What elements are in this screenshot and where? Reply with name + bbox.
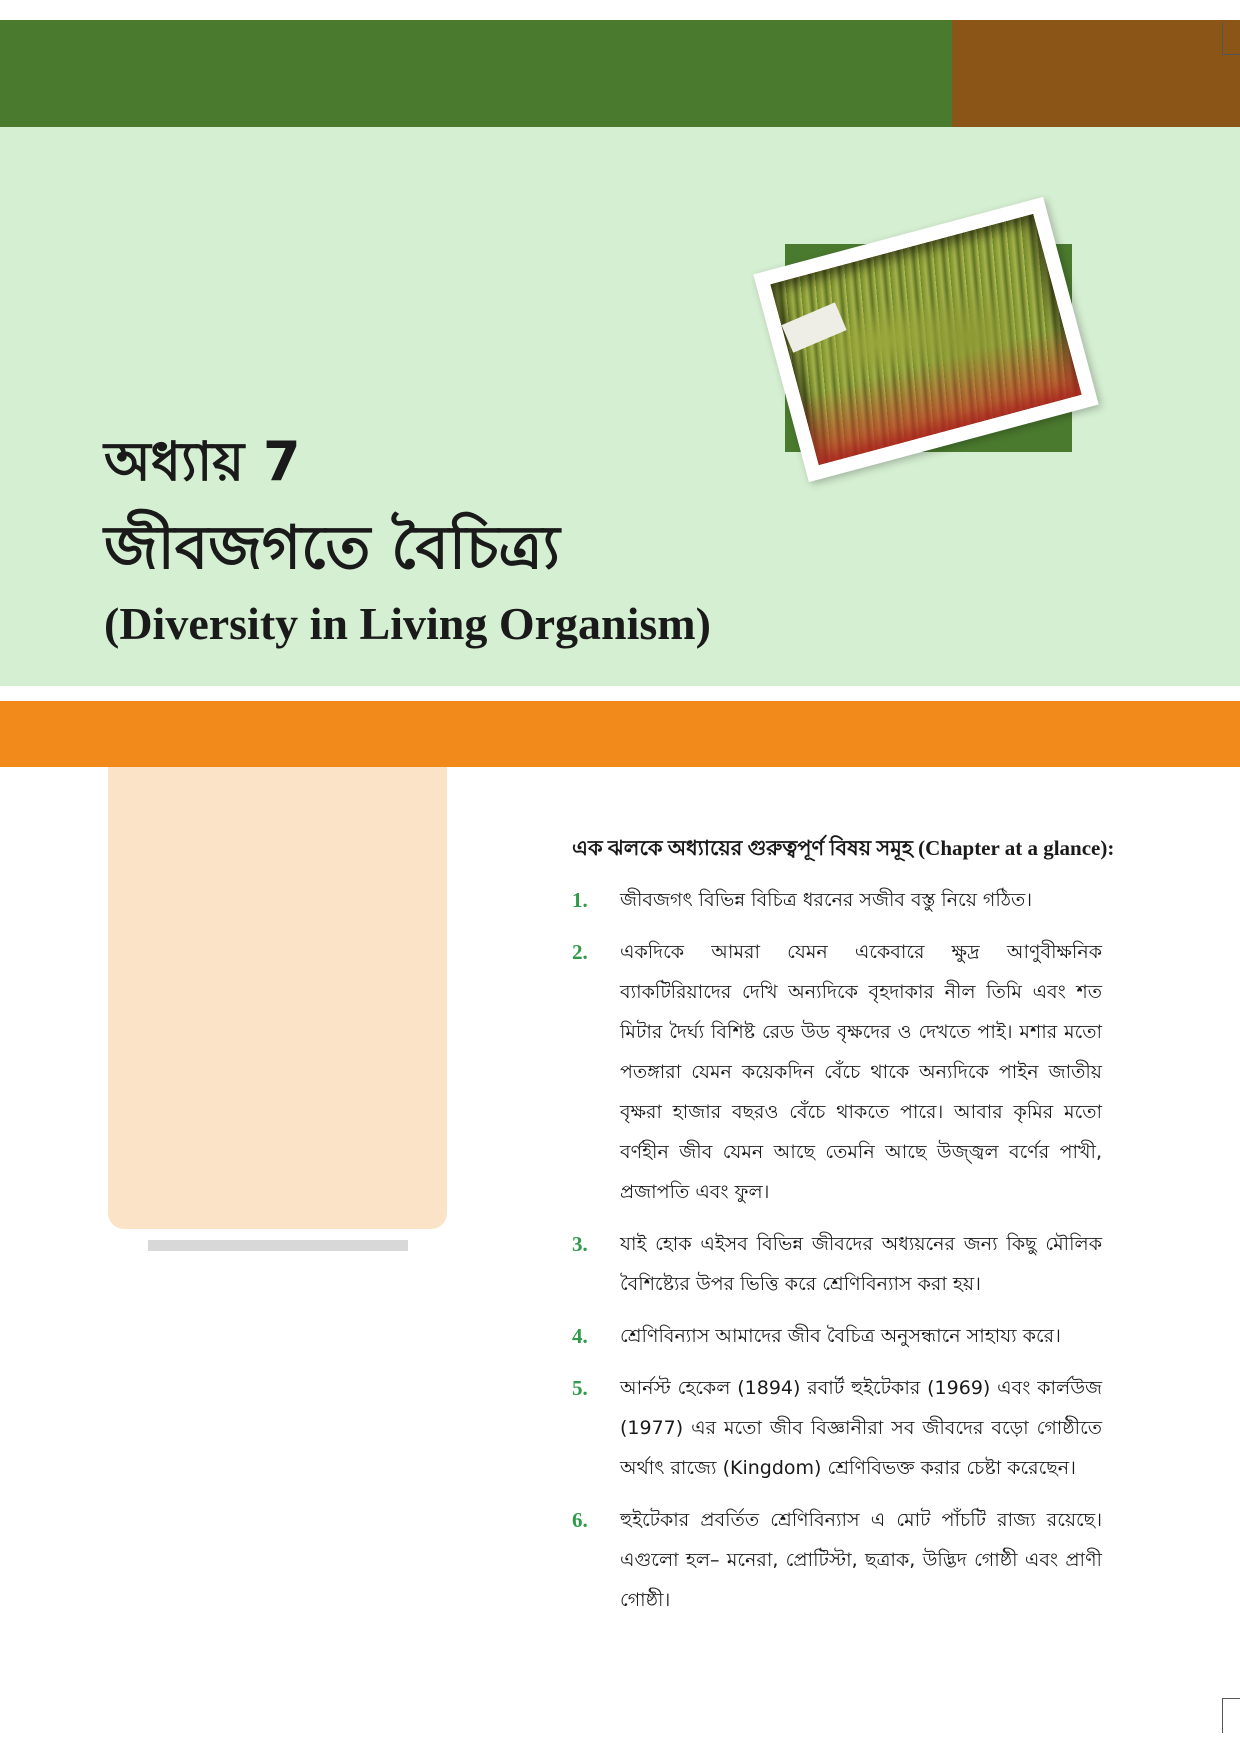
point-number: 1. xyxy=(572,888,588,912)
point-number: 6. xyxy=(572,1508,588,1532)
list-item xyxy=(572,932,1102,1212)
point-number: 5. xyxy=(572,1376,588,1400)
list-item xyxy=(572,1368,1102,1488)
orange-divider-band xyxy=(0,701,1240,767)
point-text: একদিকে আমরা যেমন একেবারে ক্ষুদ্র আণুবীক্ষনিক ব্যাকটিরিয়াদের দেখি অন্যদিকে বৃহদাকার নীল তিমি এবং শত মিটার দৈর্ঘ্য বিশিষ্ট রেড উড বৃক্ষদের ও দেখতে পাই। মশার মতো পতঙ্গারা যেমন কয়েকদিন বেঁচে থাকে অন্যদিকে পাইন জাতীয় বৃক্ষরা হাজার বছরও বেঁচে থাকতে পারে। আবার কৃমির মতো বর্ণহীন জীব যেমন আছে তেমনি আছে উজ্জ্বল বর্ণের পাখী, প্রজাপতি এবং ফুল। xyxy=(620,941,1102,1203)
point-text: আর্নস্ট হেকেল (1894) রবার্ট হুইটেকার (1969) এবং কার্লউজ (1977) এর মতো জীব বিজ্ঞানীরা সব জীবদের বড়ো গোষ্ঠীতে অর্থাৎ রাজ্যে (Kingdom) শ্রেণিবিভক্ত করার চেষ্টা করেছেন। xyxy=(620,1377,1102,1479)
chapter-title-bengali: জীবজগতে বৈচিত্র্য xyxy=(104,513,560,583)
crop-mark xyxy=(1222,22,1223,54)
list-item xyxy=(572,1500,1102,1620)
chapter-title-english: (Diversity in Living Organism) xyxy=(104,598,711,649)
sidebar-panel xyxy=(108,767,447,1229)
crop-mark xyxy=(1222,1698,1223,1733)
point-text: জীবজগৎ বিভিন্ন বিচিত্র ধরনের সজীব বস্তু নিয়ে গঠিত। xyxy=(620,889,1033,911)
list-item xyxy=(572,1224,1102,1304)
key-points-list xyxy=(572,880,1102,1632)
point-number: 4. xyxy=(572,1324,588,1348)
header-brown-block xyxy=(952,20,1240,127)
chapter-number: অধ্যায় 7 xyxy=(104,430,301,493)
point-text: হুইটেকার প্রবর্তিত শ্রেণিবিন্যাস এ মোট পাঁচটি রাজ্য রয়েছে। এগুলো হল– মনেরা, প্রোটিস্টা, ছত্রাক, উদ্ভিদ গোষ্ঠী এবং প্রাণী গোষ্ঠী। xyxy=(620,1509,1102,1611)
crop-mark xyxy=(1222,54,1240,55)
point-number: 3. xyxy=(572,1232,588,1256)
crop-mark xyxy=(1222,1698,1240,1699)
point-text: শ্রেণিবিন্যাস আমাদের জীব বৈচিত্র অনুসন্ধানে সাহায্য করে। xyxy=(620,1325,1061,1347)
header-green-bar xyxy=(0,20,952,127)
point-number: 2. xyxy=(572,940,588,964)
list-item xyxy=(572,880,1102,920)
point-text: যাই হোক এইসব বিভিন্ন জীবদের অধ্যয়নের জন্য কিছু মৌলিক বৈশিষ্ট্যের উপর ভিত্তি করে শ্রেণিবিন্যাস করা হয়। xyxy=(620,1233,1102,1295)
chapter-at-a-glance-heading: এক ঝলকে অধ্যায়ের গুরুত্বপূর্ণ বিষয় সমূহ (Chapter at a glance): xyxy=(572,836,1115,860)
sidebar-underline xyxy=(148,1240,408,1251)
list-item xyxy=(572,1316,1102,1356)
